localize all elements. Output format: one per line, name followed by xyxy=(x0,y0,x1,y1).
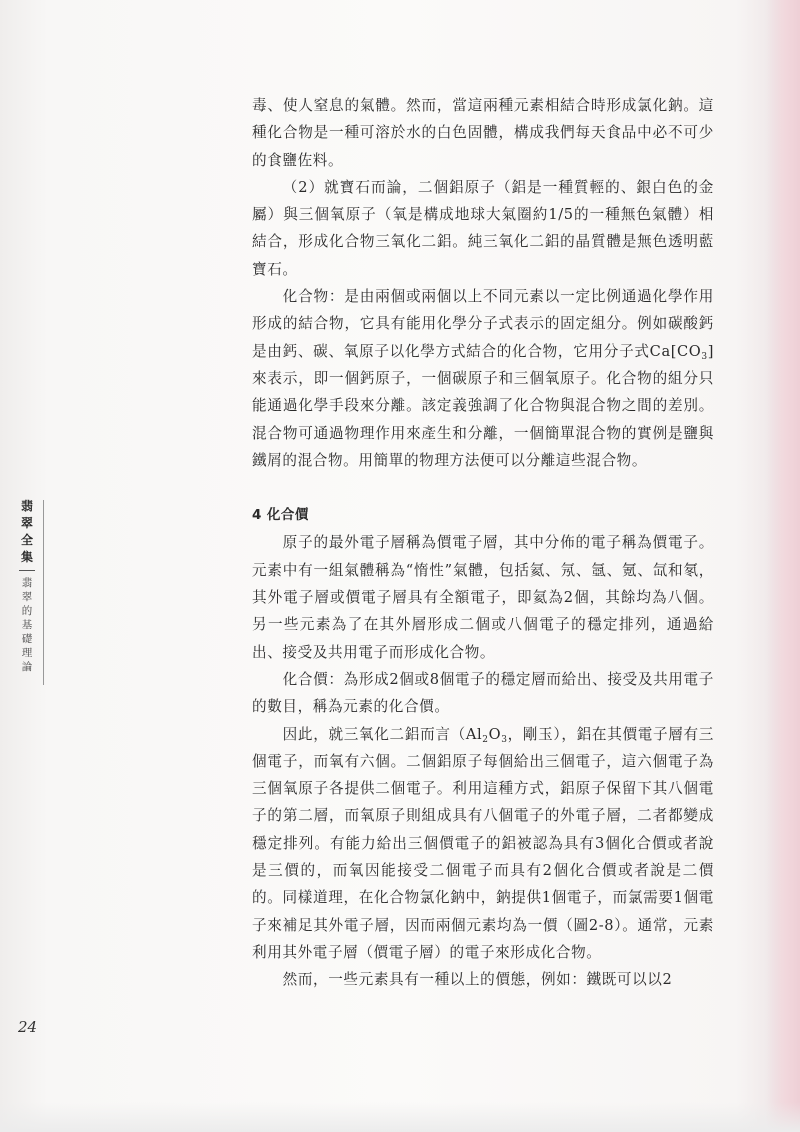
chapter-char: 礎 xyxy=(21,633,33,645)
chapter-char: 論 xyxy=(21,661,33,673)
page-edge-bottom xyxy=(0,1102,800,1132)
chapter-char: 的 xyxy=(21,605,33,617)
paragraph: 原子的最外電子層稱為價電子層，其中分佈的電子稱為價電子。元素中有一組氣體稱為“惰性”氣體，包括氦、氖、氬、氪、氙和氡，其外電子層或價電子層具有全額電子，即氦為2個，其餘均為八個。另一些元素為了在其外層形成二個或八個電子的穩定排列，通過給出、接受及共用電子而形成化合物。 xyxy=(252,534,714,661)
paragraph: （2）就寶石而論，二個鋁原子（鋁是一種質輕的、銀白色的金屬）與三個氧原子（氧是構成地球大氣圈約1/5的一種無色氣體）相結合，形成化合物三氧化二鋁。純三氧化二鋁的晶質體是無色透明藍寶石。 xyxy=(252,178,714,278)
section-title: 化合價 xyxy=(266,507,309,524)
book-series-title xyxy=(18,498,36,566)
chapter-title xyxy=(18,576,36,674)
chapter-char: 翠 xyxy=(21,591,33,603)
margin-rule xyxy=(43,500,44,685)
text-run: 化合物：是由兩個或兩個以上不同元素以一定比例通過化學作用形成的結合物，它具有能用化學分子式表示的固定組分。例如碳酸鈣是由鈣、碳、氧原子以化學方式結合的化合物，它用分子式Ca[CO xyxy=(252,288,714,360)
subscript: 2 xyxy=(482,734,489,745)
paragraph xyxy=(252,283,714,474)
page-edge-right xyxy=(766,0,800,1132)
series-char: 集 xyxy=(20,550,33,564)
text-run: ]來表示，即一個鈣原子，一個碳原子和三個氧原子。化合物的組分只能通過化學手段來分離。該定義強調了化合物與混合物之間的差別。混合物可通過物理作用來產生和分離，一個簡單混合物的實例是鹽與鐵屑的混合物。用簡單的物理方法便可以分離這些混合物。 xyxy=(252,342,714,469)
section-heading xyxy=(252,502,714,529)
text-run: ，剛玉），鋁在其價電子層有三個電子，而氧有六個。二個鋁原子每個給出三個電子，這六個電子為三個氧原子各提供二個電子。利用這種方式，鋁原子保留下其八個電子的第二層，而氧原子則組成具有八個電子的外電子層，二者都變成穩定排列。有能力給出三個價電子的鋁被認為具有3個化合價或者說是三價的，而氧因能接受二個電子而具有2個化合價或者說是二價的。同樣道理，在化合物氯化鈉中，鈉提供1個電子，而氯需要1個電子來補足其外電子層，因而兩個元素均為一價（圖2-8）。通常，元素利用其外電子層（價電子層）的電子來形成化合物。 xyxy=(252,725,714,961)
subscript: 3 xyxy=(501,734,508,745)
page-number: 24 xyxy=(18,1018,38,1036)
paragraph: 然而，一些元素具有一種以上的價態，例如：鐵既可以以2 xyxy=(282,971,673,989)
body-text xyxy=(252,92,714,994)
subscript: 3 xyxy=(701,351,708,362)
series-char: 翠 xyxy=(20,516,33,530)
series-char: 翡 xyxy=(20,499,33,513)
margin-divider xyxy=(19,570,35,571)
text-run: 因此，就三氧化二鋁而言（Al xyxy=(282,725,483,743)
paragraph: 毒、使人窒息的氣體。然而，當這兩種元素相結合時形成氯化鈉。這種化合物是一種可溶於水的白色固體，構成我們每天食品中必不可少的食鹽佐料。 xyxy=(252,97,714,169)
paragraph: 化合價：為形成2個或8個電子的穩定層而給出、接受及共用電子的數目，稱為元素的化合價。 xyxy=(252,670,714,716)
section-number: 4 xyxy=(252,507,262,524)
text-run: O xyxy=(488,725,502,743)
chapter-char: 理 xyxy=(21,647,33,659)
chapter-char: 翡 xyxy=(21,577,33,589)
series-char: 全 xyxy=(20,533,33,547)
paragraph xyxy=(252,721,714,967)
chapter-char: 基 xyxy=(21,619,33,631)
